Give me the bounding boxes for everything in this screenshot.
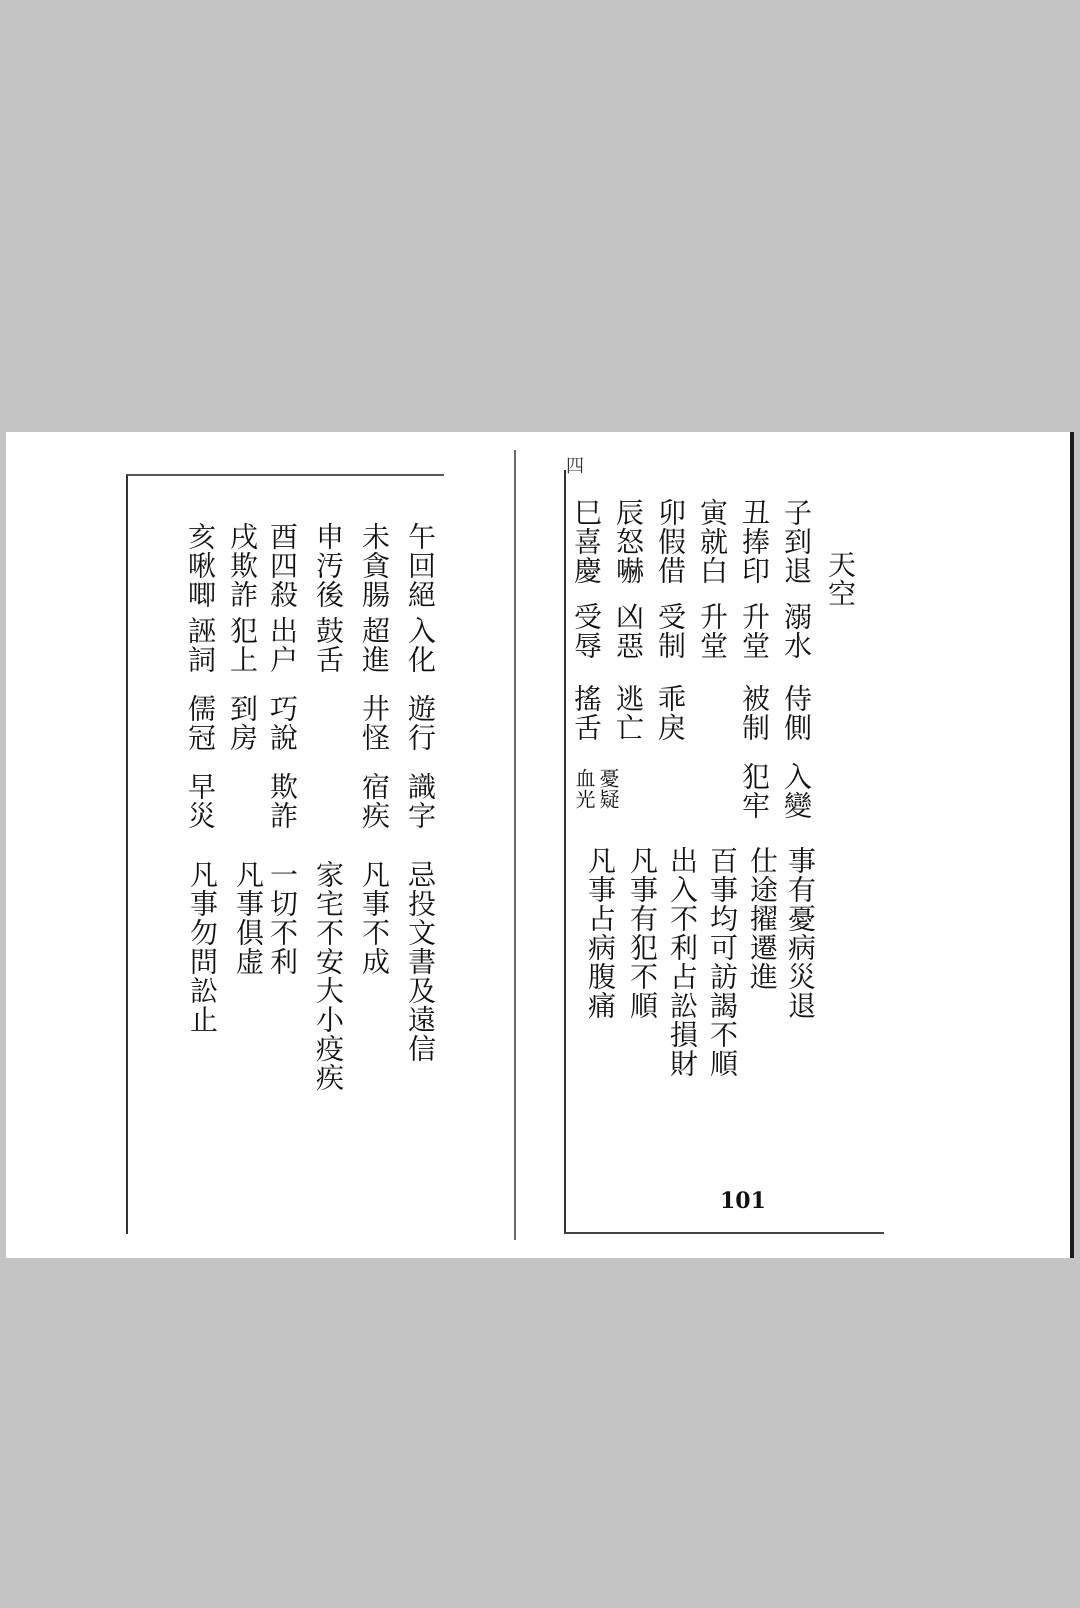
right-row-3-b: 升堂 [696, 602, 729, 660]
left-note-6: 凡事勿問訟止 [186, 860, 219, 1034]
right-note-2: 仕途擢遷進 [746, 846, 779, 991]
right-row-2-b: 升堂 [738, 602, 771, 660]
right-row-4-c: 乖戾 [654, 684, 687, 742]
left-note-4: 一切不利 [266, 860, 299, 976]
right-row-4-a: 卯假借 [654, 498, 687, 585]
corner-mark: 四 [566, 456, 584, 477]
right-row-6-a: 巳喜慶 [570, 498, 603, 585]
left-row-3-a: 申汚後 [312, 522, 345, 609]
left-row-1-d: 識字 [404, 772, 437, 830]
left-row-4-b: 出户 [266, 616, 299, 674]
left-row-4-d: 欺詐 [266, 772, 299, 830]
left-row-2-a: 未貪腸 [358, 522, 391, 609]
right-row-1-c: 侍側 [780, 684, 813, 742]
right-row-6-d-top: 憂疑 [596, 768, 620, 810]
right-heading: 天空 [824, 550, 857, 608]
left-row-1-b: 入化 [404, 616, 437, 674]
right-row-6-d: 血光 [572, 768, 596, 810]
left-row-6-a: 亥啾唧 [184, 522, 217, 609]
scan-edge [1070, 432, 1074, 1258]
right-row-3-a: 寅就白 [696, 498, 729, 585]
right-row-2-c: 被制 [738, 684, 771, 742]
left-row-4-a: 酉四殺 [266, 522, 299, 609]
right-row-6-c: 搖舌 [570, 684, 603, 742]
right-row-2-d: 犯牢 [738, 762, 771, 820]
right-row-6-b: 受辱 [570, 602, 603, 660]
right-row-5-a: 辰怒嚇 [612, 498, 645, 585]
left-row-5-b: 犯上 [226, 616, 259, 674]
left-row-6-c: 儒冠 [184, 694, 217, 752]
left-row-5-c: 到房 [226, 694, 259, 752]
right-row-1-d: 入變 [780, 762, 813, 820]
left-note-1: 忌投文書及遠信 [404, 860, 437, 1063]
scanned-book-spread [6, 432, 1074, 1258]
left-note-5: 凡事俱虚 [232, 860, 265, 976]
right-row-1-a: 子到退 [780, 498, 813, 585]
left-row-6-b: 誣詞 [184, 616, 217, 674]
left-note-3: 家宅不安大小疫疾 [312, 860, 345, 1092]
right-row-5-b: 凶惡 [612, 602, 645, 660]
right-row-4-b: 受制 [654, 602, 687, 660]
page-number: 101 [720, 1188, 766, 1214]
left-row-2-c: 井怪 [358, 694, 391, 752]
right-row-2-a: 丑捧印 [738, 498, 771, 585]
left-row-1-c: 遊行 [404, 694, 437, 752]
left-row-2-b: 超進 [358, 616, 391, 674]
left-row-2-d: 宿疾 [358, 772, 391, 830]
right-note-5: 凡事有犯不順 [626, 846, 659, 1020]
left-row-1-a: 午回絕 [404, 522, 437, 609]
left-row-6-d: 早災 [184, 772, 217, 830]
book-gutter [514, 450, 516, 1240]
right-row-1-b: 溺水 [780, 602, 813, 660]
right-note-3: 百事均可訪謁不順 [706, 846, 739, 1078]
left-row-5-a: 戌欺詐 [226, 522, 259, 609]
left-note-2: 凡事不成 [358, 860, 391, 976]
right-note-1: 事有憂病災退 [784, 846, 817, 1020]
right-note-4: 出入不利占訟損財 [666, 846, 699, 1078]
left-row-4-c: 巧說 [266, 694, 299, 752]
left-row-3-b: 鼓舌 [312, 616, 345, 674]
right-row-5-c: 逃亡 [612, 684, 645, 742]
right-note-6: 凡事占病腹痛 [584, 846, 617, 1020]
